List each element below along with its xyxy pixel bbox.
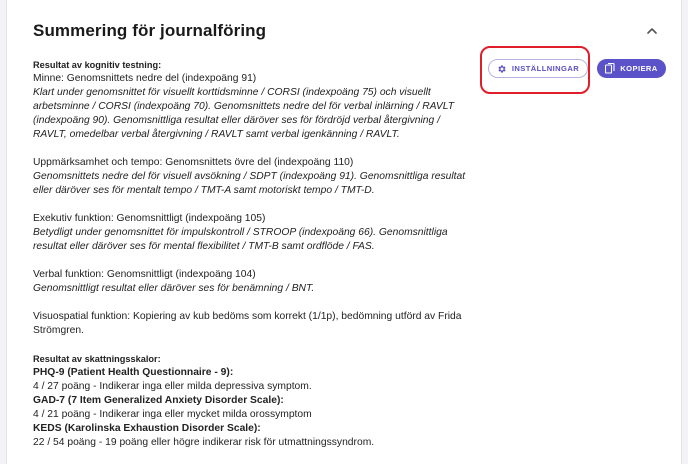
- visuospatial-text: Visuospatial funktion: Kopiering av kub bedöms som korrekt (1/1p), bedömning utförd av Frida Strömgren.: [33, 311, 462, 336]
- memory-detail: Klart under genomsnittet för visuellt korttidsminne / CORSI (indexpoäng 75) och visuellt arbetsminne / CORSI (indexpoäng 70). Genomsnittets nedre del för verbal inlärning / RAVLT (indexpoäng 90). Genomsnittliga resultat eller däröver ses för fördröjd verbal återgivning / RAVLT, omedelbar verbal återgivning / RAVLT samt verbal igenkänning / RAVLT.: [33, 87, 455, 140]
- executive-detail: Betydligt under genomsnittet för impulskontroll / STROOP (indexpoäng 66). Genomsnittliga resultat eller däröver ses för mental flexibilitet / TMT-B samt ordflöde / FAS.: [33, 227, 448, 252]
- summary-content: [33, 58, 473, 450]
- memory-title: Minne: Genomsnittets nedre del (indexpoäng 91): [33, 73, 257, 84]
- attention-detail: Genomsnittets nedre del för visuell avsökning / SDPT (indexpoäng 91). Genomsnittliga resultat eller däröver ses för mentalt tempo / TMT-A samt motoriskt tempo / TMT-D.: [33, 171, 466, 196]
- journal-summary-panel: [6, 0, 682, 464]
- copy-icon: [605, 63, 615, 74]
- panel-title: Summering för journalföring: [33, 21, 267, 40]
- scales-heading: Resultat av skattningsskalor:: [33, 354, 161, 364]
- copy-button[interactable]: [597, 59, 666, 78]
- scale-result-keds: 22 / 54 poäng - 19 poäng eller högre indikerar risk för utmattningssyndrom.: [33, 437, 375, 448]
- cognitive-heading: Resultat av kognitiv testning:: [33, 60, 162, 70]
- scale-result-phq9: 4 / 27 poäng - Indikerar inga eller milda depressiva symptom.: [33, 381, 312, 392]
- verbal-detail: Genomsnittligt resultat eller däröver ses för benämning / BNT.: [33, 283, 315, 294]
- copy-button-label: KOPIERA: [620, 64, 658, 73]
- attention-title: Uppmärksamhet och tempo: Genomsnittets övre del (indexpoäng 110): [33, 157, 354, 168]
- settings-button-label: INSTÄLLNINGAR: [511, 64, 580, 73]
- scale-name-keds: KEDS (Karolinska Exhaustion Disorder Scale):: [33, 423, 261, 434]
- chevron-up-icon[interactable]: [645, 24, 659, 38]
- settings-button[interactable]: [488, 59, 588, 78]
- gear-icon: [497, 64, 507, 74]
- scale-name-phq9: PHQ-9 (Patient Health Questionnaire - 9):: [33, 367, 234, 378]
- scale-result-gad7: 4 / 21 poäng - Indikerar inga eller mycket milda orossymptom: [33, 409, 312, 420]
- verbal-title: Verbal funktion: Genomsnittligt (indexpoäng 104): [33, 269, 256, 280]
- scale-name-gad7: GAD-7 (7 Item Generalized Anxiety Disorder Scale):: [33, 395, 284, 406]
- executive-title: Exekutiv funktion: Genomsnittligt (indexpoäng 105): [33, 213, 266, 224]
